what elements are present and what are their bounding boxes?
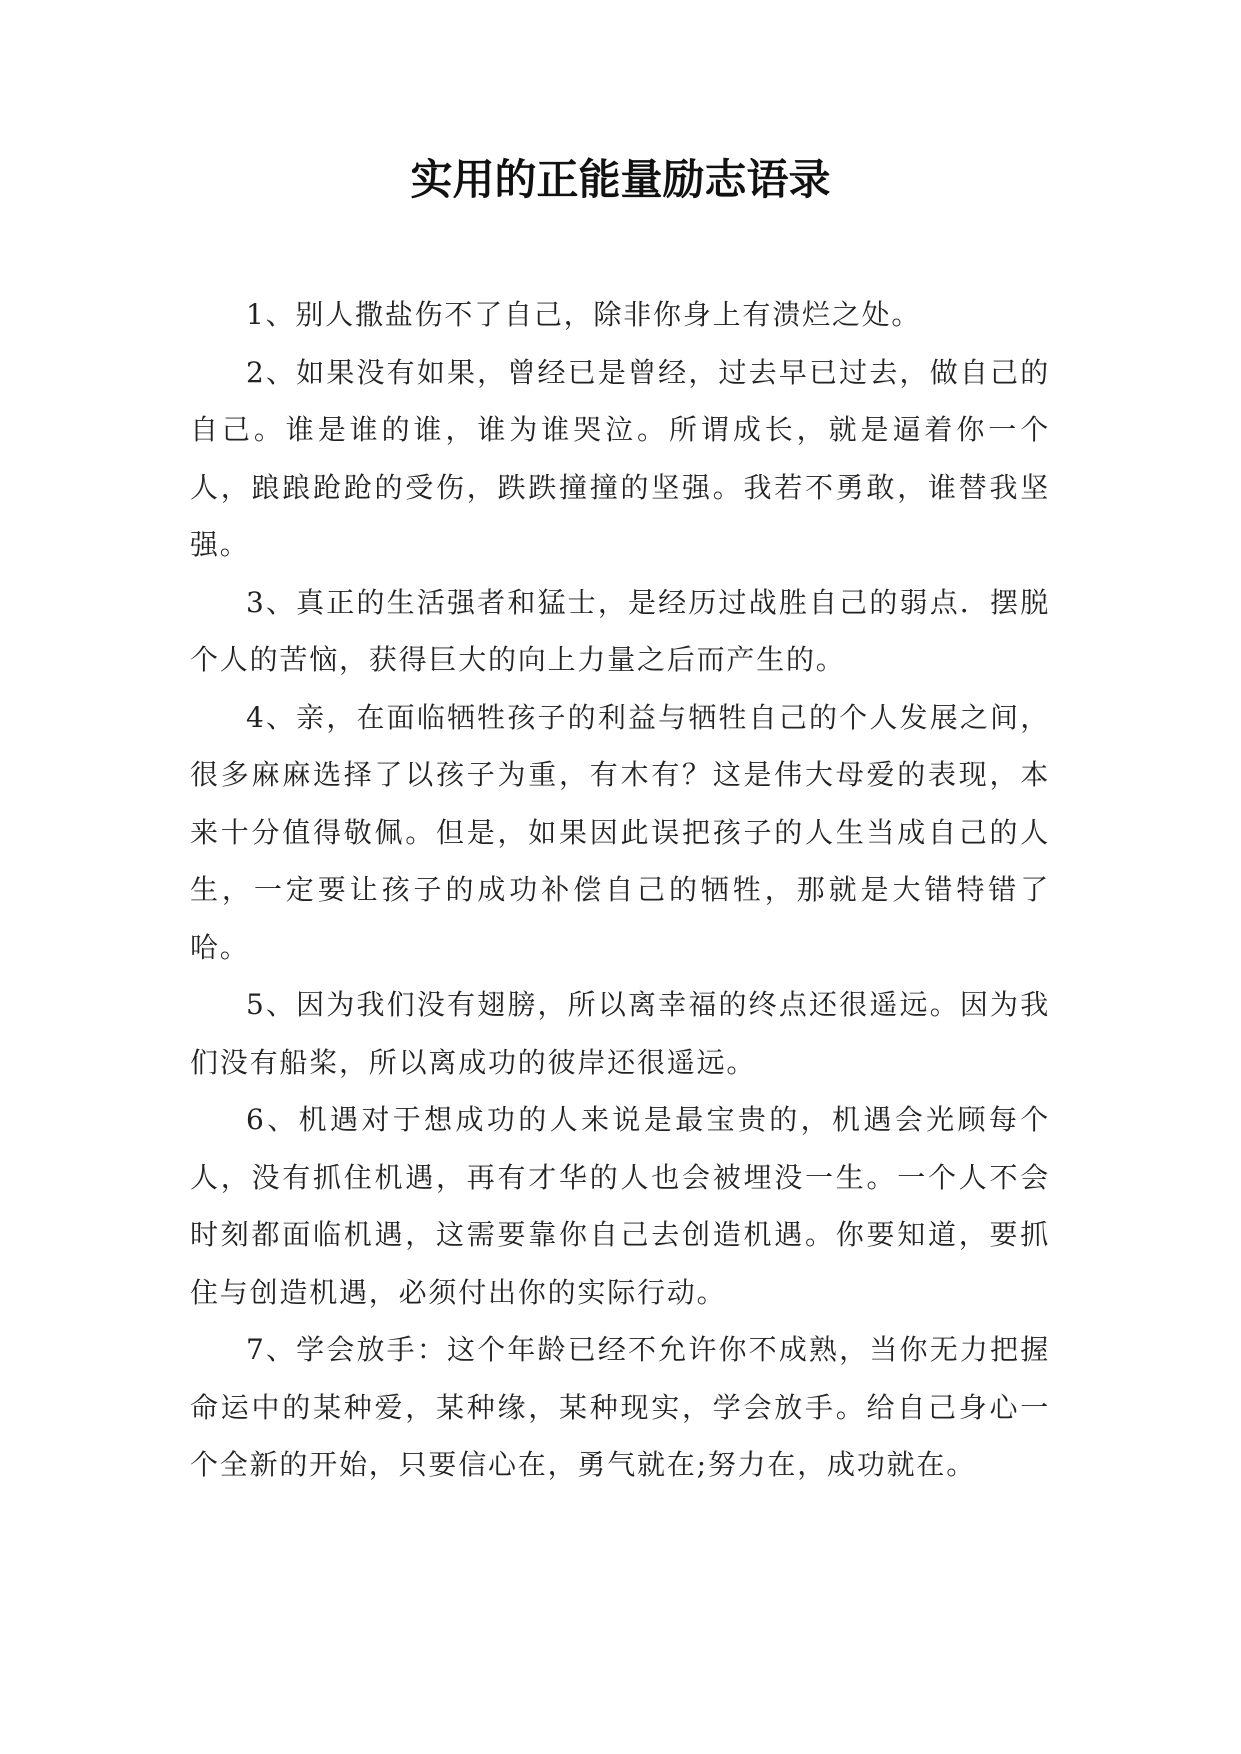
- paragraph-6: 6、机遇对于想成功的人来说是最宝贵的，机遇会光顾每个人，没有抓住机遇，再有才华的人也会被埋没一生。一个人不会时刻都面临机遇，这需要靠你自己去创造机遇。你要知道，要抓住与创造机遇，必须付出你的实际行动。: [190, 1103, 1050, 1309]
- document-title: 实用的正能量励志语录: [410, 155, 831, 204]
- paragraph-5: 5、因为我们没有翅膀，所以离幸福的终点还很遥远。因为我们没有船桨，所以离成功的彼岸还很遥远。: [190, 988, 1050, 1079]
- paragraph-7: 7、学会放手：这个年龄已经不允许你不成熟，当你无力把握命运中的某种爱，某种缘，某种现实，学会放手。给自己身心一个全新的开始，只要信心在，勇气就在;努力在，成功就在。: [190, 1333, 1050, 1481]
- paragraph-4: 4、亲，在面临牺牲孩子的利益与牺牲自己的个人发展之间，很多麻麻选择了以孩子为重，有木有？这是伟大母爱的表现，本来十分值得敬佩。但是，如果因此误把孩子的人生当成自己的人生，一定要让孩子的成功补偿自己的牺牲，那就是大错特错了哈。: [190, 700, 1050, 964]
- document-body: [190, 286, 1050, 1494]
- paragraph-1: 1、别人撒盐伤不了自己，除非你身上有溃烂之处。: [246, 298, 922, 331]
- paragraph-3: 3、真正的生活强者和猛士，是经历过战胜自己的弱点．摆脱个人的苦恼，获得巨大的向上力量之后而产生的。: [190, 585, 1050, 676]
- paragraph-2: 2、如果没有如果，曾经已是曾经，过去早已过去，做自己的自己。谁是谁的谁，谁为谁哭泣。所谓成长，就是逼着你一个人，踉踉跄跄的受伤，跌跌撞撞的坚强。我若不勇敢，谁替我坚强。: [190, 355, 1050, 561]
